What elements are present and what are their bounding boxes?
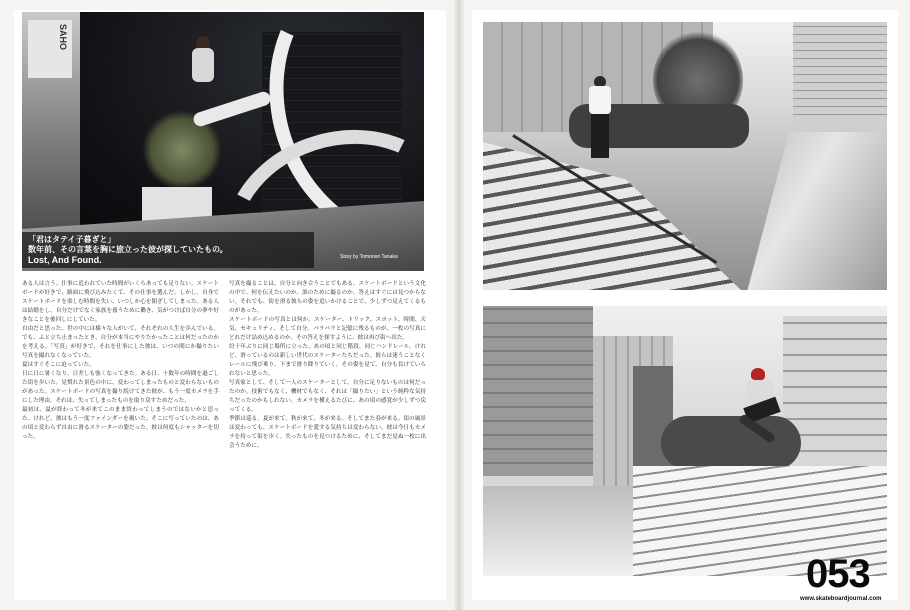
body-paragraph: 写真を撮ることは、自分と向き合うことでもある。スケートボードという文化の中で、何を伝えたいのか。誰のために撮るのか。答えはすぐには見つからない。それでも、街を滑る彼らの姿を追いかけることで、少しずつ見えてくるものがあった。: [229, 281, 426, 314]
left-page: [14, 10, 446, 600]
body-paragraph: ある人は言う。仕事に追われていた時間がいくらあっても足りない。スケートボードが好きで、路面に飛び込みたくて、その仕事を選んだ。しかし、自身でスケートボードを楽しむ時間を失い、いつしか心を閉ざしてしまった。ある人は結婚をし、自分だけでなく家族を養うために働き、気がつけば自分の夢や好きなことを後回しにしていた。: [22, 281, 219, 323]
article-body: [22, 280, 426, 598]
photo-street: [483, 486, 653, 576]
photo-road: [747, 132, 887, 290]
body-paragraph: スケートボードの写真とは何か。スケーター、トリック、スポット、時間、天気、セキュリティ、そして自分。パラパラと記憶に残るものが、一枚の写真にどれだけ詰め込めるのか。その答えを探すように、彼は再び街へ出た。: [229, 317, 426, 341]
body-paragraph: 写真家として、そして一人のスケーターとして。自分に足りないものは何だったのか。技術でもなく、機材でもなく、それは「撮りたい」という純粋な気持ちだったのかもしれない。カメラを構えるたびに、あの頃の感覚が少しずつ戻ってくる。: [229, 380, 426, 413]
body-paragraph: 自由だと思った。世の中には様々な人がいて、それぞれの人生を歩んでいる。でも、ふと立ち止まったとき、自分が本当にやりたかったことは何だったのかを考える。「写真」が好きで、それを仕事にした彼は、いつの間にか撮りたい写真を撮れなくなっていた。: [22, 326, 219, 359]
photo-wall-sign: SAHO: [28, 20, 72, 78]
body-paragraph: 夏はすぐそこに迫っていた。: [22, 362, 95, 368]
photo-skater: [172, 44, 232, 98]
photo-building-left: [483, 306, 593, 476]
photo-skater: [583, 76, 617, 166]
right-page: [472, 10, 898, 600]
body-paragraph: 約十年ぶりに同じ場所に立った。あの頃と同じ階段、同じハンドレール。けれど、滑っているのは新しい世代のスケーターたちだった。彼らは迷うことなくレールに飛び乗り、下まで滑り降りていく。その姿を見て、自分も負けていられないと思った。: [229, 344, 426, 377]
magazine-url: www.skateboardjournal.com: [800, 596, 882, 602]
photo-tower: [793, 22, 887, 122]
body-paragraph: 日に日に暑くなり、日差しも強くなってきた。ある日、十数年の時間を過ごした街を歩いた。見慣れた景色の中に、変わってしまったものと変わらないものがあった。スケートボードの写真を撮り続けてきた彼が、もう一度カメラを手にした理由。それは、失ってしまったものを取り戻すためだった。: [22, 371, 219, 404]
photo-caption-box: [22, 232, 314, 268]
photo-skater-red-cap: [733, 368, 803, 448]
caption-title: 「君はタテイ子暮ぎと」: [28, 235, 116, 244]
caption-subtitle: 数年前、その言葉を胸に旅立った彼が探していたもの。: [28, 245, 228, 254]
photo-credit: Story by Tomonori Tanaka: [340, 254, 398, 260]
caption-tagline: Lost, And Found.: [28, 255, 102, 265]
page-number: 053: [806, 552, 870, 596]
body-paragraph: 季節は巡る。夏が来て、秋が来て、冬が来る。そしてまた春が来る。街の風景は変わっても、スケートボードを愛する気持ちは変わらない。彼は今日もカメラを持って街を歩く。失ったものを見つけるために、そしてまだ見ぬ一枚に出会うために。: [229, 416, 426, 449]
body-paragraph: 最初は、夏が終わって冬が来てこのまま終わってしまうのではないかと思った。けれど、彼はもう一度ファインダーを覗いた。そこに写っていたのは、あの頃と変わらず自由に滑るスケーターの姿だった。彼は何度もシャッターを切った。: [22, 407, 219, 440]
photo-handrail-trick: [483, 22, 887, 290]
page-gutter: [453, 0, 465, 610]
photo-street-stairs: [483, 306, 887, 576]
